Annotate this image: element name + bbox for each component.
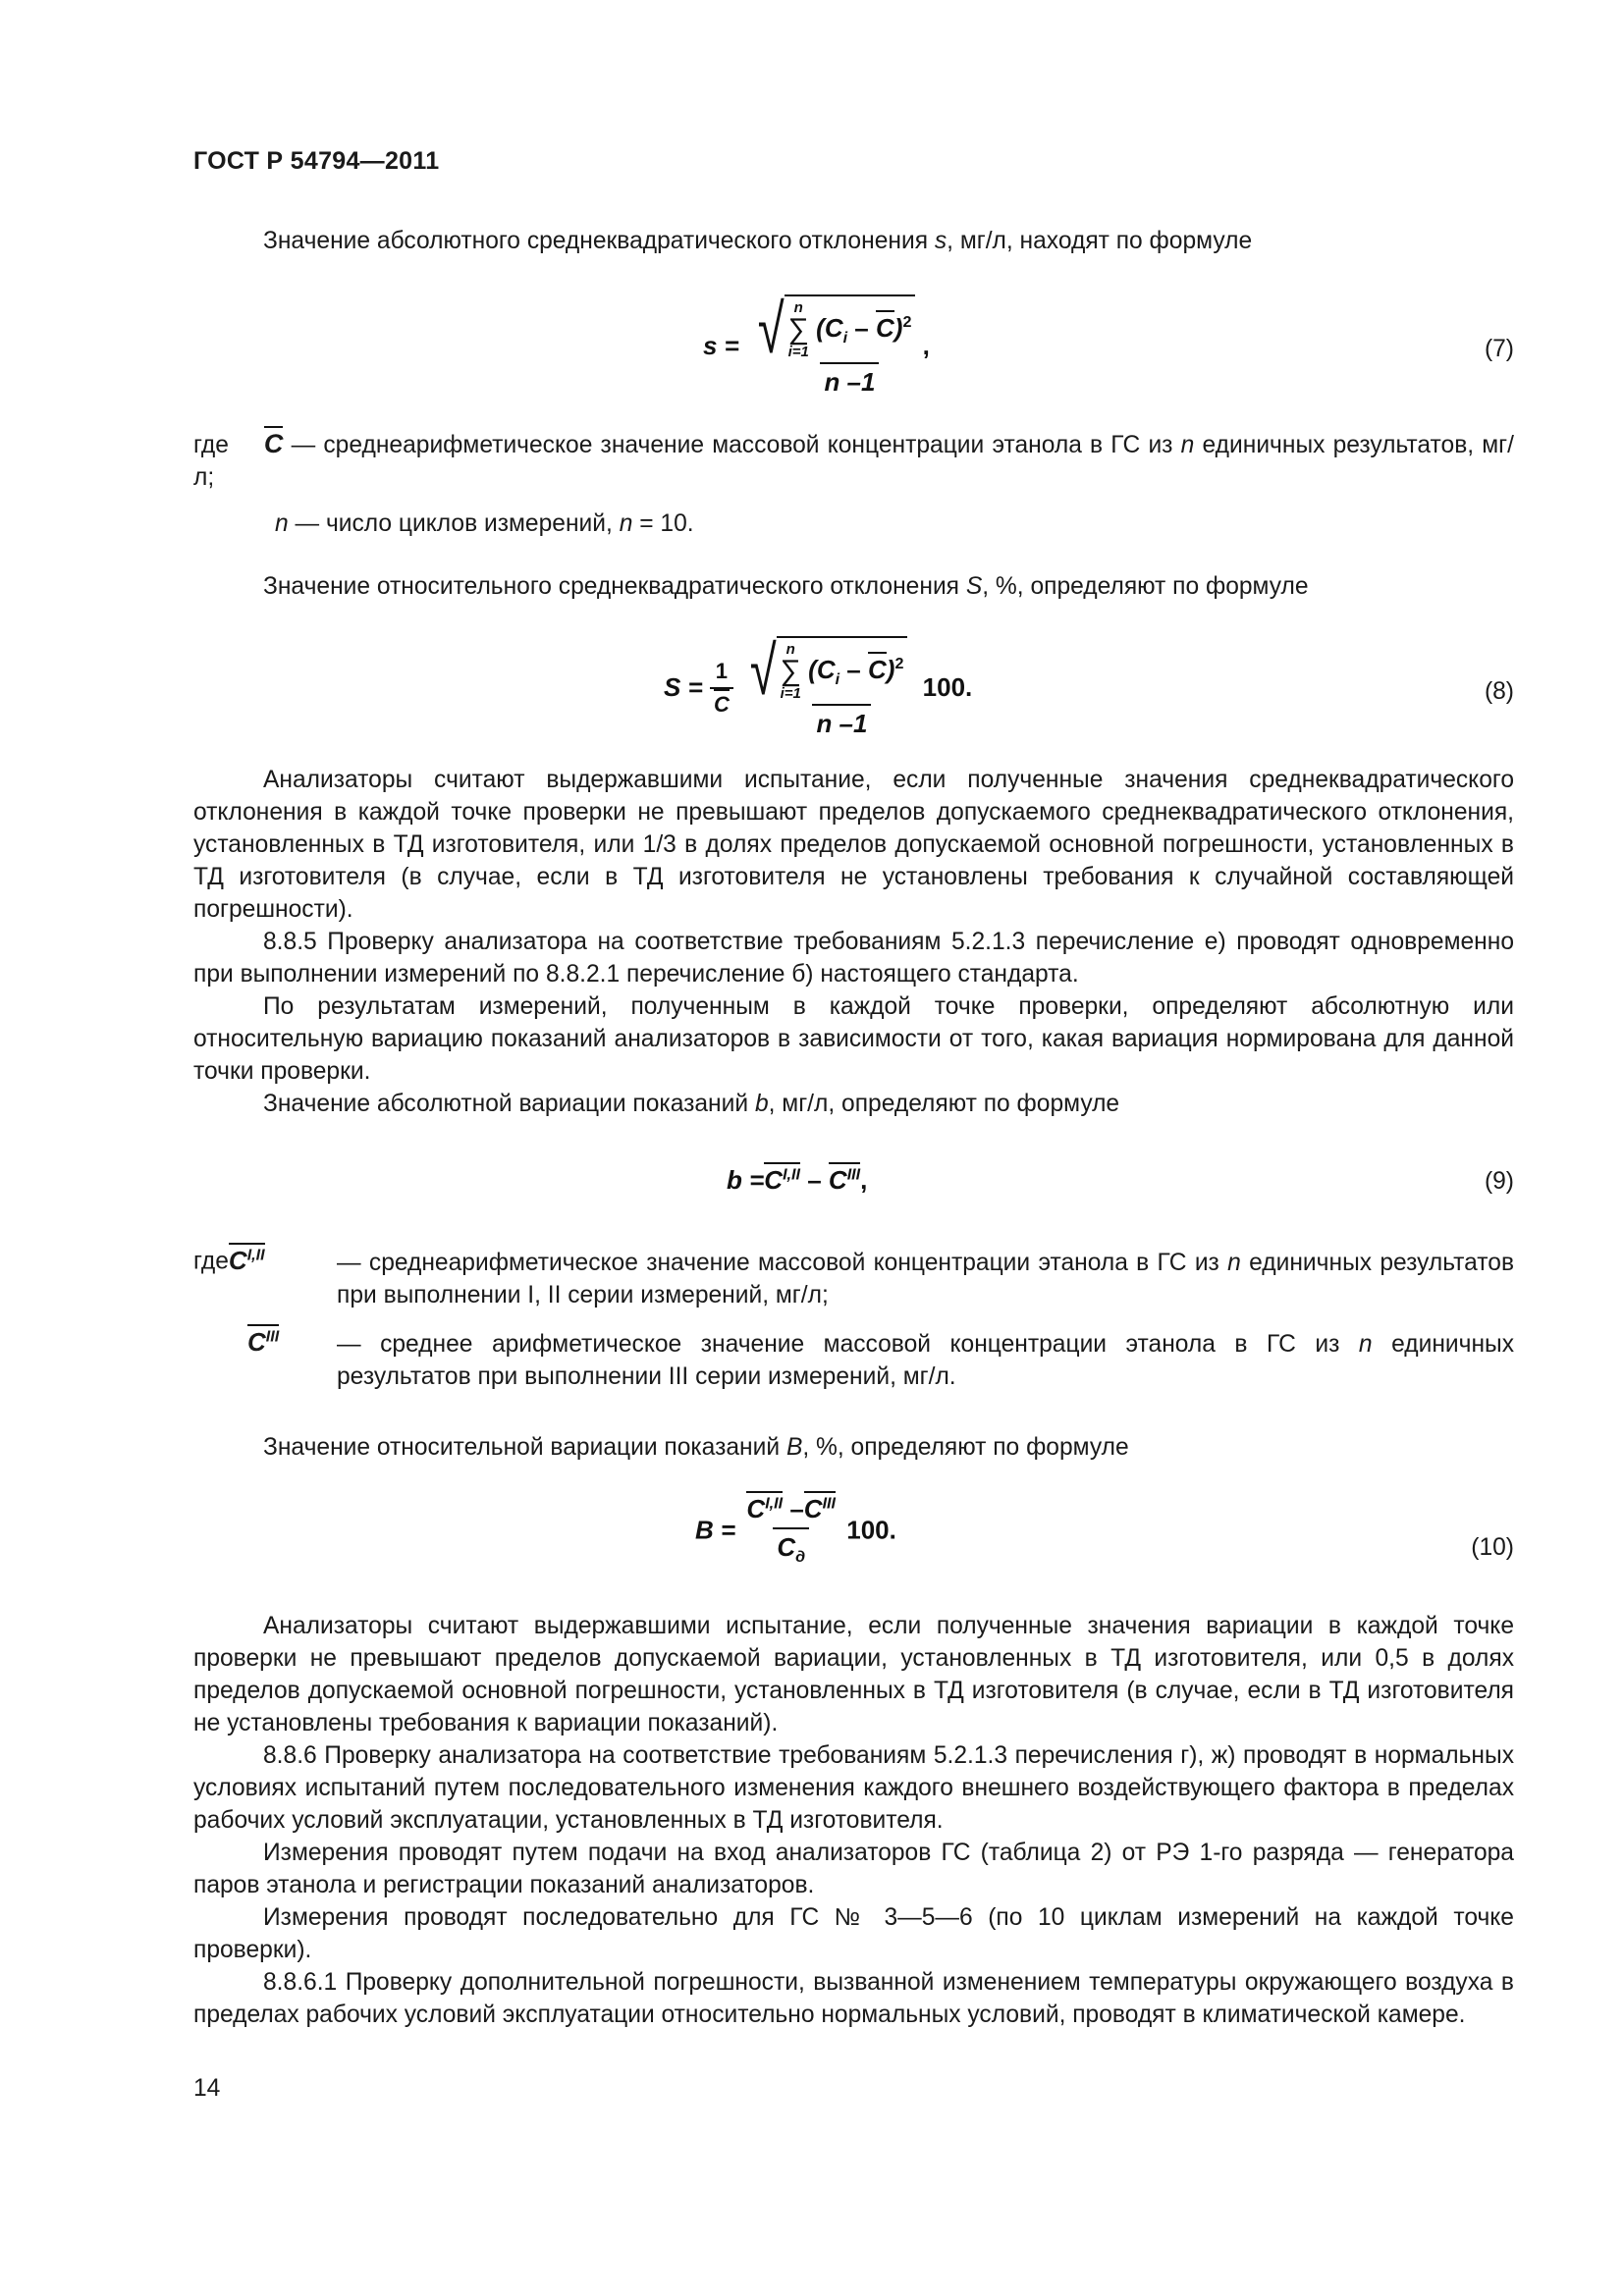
page-number: 14: [193, 2075, 221, 2102]
where-c-i-ii: — среднеарифметическое значение массовой концентрации этанола в ГС из n единичных результатов при выполнении I, II серии измерений, мг/л;: [337, 1250, 1515, 1308]
paragraph-rel-sd-intro: Значение относительного среднеквадратического отклонения S, %, определяют по формуле: [263, 573, 1309, 600]
document-header: ГОСТ Р 54794—2011: [193, 147, 440, 175]
paragraph-abs-sd-intro: Значение абсолютного среднеквадратического отклонения s, мг/л, находят по формуле: [263, 228, 1253, 254]
paragraph-variation-intro: По результатам измерений, полученным в каждой точке проверки, определяют абсолютную или относительную вариацию показаний анализаторов в зависимости от того, какая вариация нормирована для данной точки проверки.: [193, 993, 1514, 1085]
where-c-bar: где C — среднеарифметическое значение массовой концентрации этанола в ГС из n единичных результатов, мг/л;: [193, 428, 1514, 494]
equation-number-10: (10): [1471, 1534, 1514, 1561]
paragraph-rel-variation: Значение относительной вариации показаний B, %, определяют по формуле: [263, 1434, 1129, 1461]
paragraph-8-8-6: 8.8.6 Проверку анализатора на соответствие требованиям 5.2.1.3 перечисления г), ж) проводят в нормальных условиях испытаний путем последовательного изменения каждого внешнего воздействующего фактора в пределах рабочих условий эксплуатации, установленных в ТД изготовителя.: [193, 1742, 1514, 1834]
formula-7: s = √ n ∑ i=1 $(C_i - C)^2$ n –1 ,: [703, 291, 930, 397]
equation-number-7: (7): [1484, 336, 1514, 362]
paragraph-variation-acceptance: Анализаторы считают выдержавшими испытание, если полученные значения вариации в каждой точке проверки не превышают пределов допускаемой вариации, установленных в ТД изготовителя, или 0,5 в долях пределов допускаемой основной погрешности, установленных в ТД изготовителя (в случае, если в ТД изготовителя не установлены требования к вариации показаний).: [193, 1613, 1514, 1736]
equation-number-9: (9): [1484, 1168, 1514, 1195]
where-c-iii: — среднее арифметическое значение массовой концентрации этанола в ГС из n единичных результатов при выполнении III серии измерений, мг/л.: [337, 1331, 1515, 1390]
formula-9: $b =C^{I,II} - C^{III}$,: [727, 1165, 867, 1196]
paragraph-measurement-setup: Измерения проводят путем подачи на вход анализаторов ГС (таблица 2) от РЭ 1-го разряда — генератора паров этанола и регистрации показаний анализаторов.: [193, 1840, 1514, 1898]
paragraph-sd-acceptance: Анализаторы считают выдержавшими испытание, если полученные значения среднеквадратического отклонения в каждой точке проверки не превышают пределов допускаемого среднеквадратического отклонения, установленных в ТД изготовителя, или 1/3 в долях пределов допускаемой основной погрешности, установленных в ТД изготовителя (в случае, если в ТД изготовителя не установлены требования к случайной составляющей погрешности).: [193, 767, 1514, 923]
where-label-9: гдеC$^{I,II}$: [193, 1239, 265, 1278]
paragraph-8-8-6-1: 8.8.6.1 Проверку дополнительной погрешности, вызванной изменением температуры окружающего воздуха в пределах рабочих условий эксплуатации относительно нормальных условий, проводят в климатической камере.: [193, 1969, 1514, 2028]
where-n: n — число циклов измерений, n = 10.: [275, 510, 694, 537]
formula-8: S = $\frac{1}{C}$ √ n ∑ i=1 $(C_i - C)^2$ n –1 100.: [664, 632, 973, 738]
paragraph-measurement-sequence: Измерения проводят последовательно для ГС № 3—5—6 (по 10 циклам измерений на каждой точке проверки).: [193, 1904, 1514, 1963]
formula-10: B = $\frac{C^{I,II} -C^{III}}{C_д}$ 100.: [695, 1494, 896, 1567]
where-label-9b: $C^{III}$: [247, 1320, 279, 1360]
equation-number-8: (8): [1484, 678, 1514, 705]
paragraph-8-8-5: 8.8.5 Проверку анализатора на соответствие требованиям 5.2.1.3 перечисление е) проводят одновременно при выполнении измерений по 8.8.2.1 перечисление б) настоящего стандарта.: [193, 929, 1514, 988]
paragraph-abs-variation: Значение абсолютной вариации показаний b, мг/л, определяют по формуле: [263, 1091, 1120, 1117]
